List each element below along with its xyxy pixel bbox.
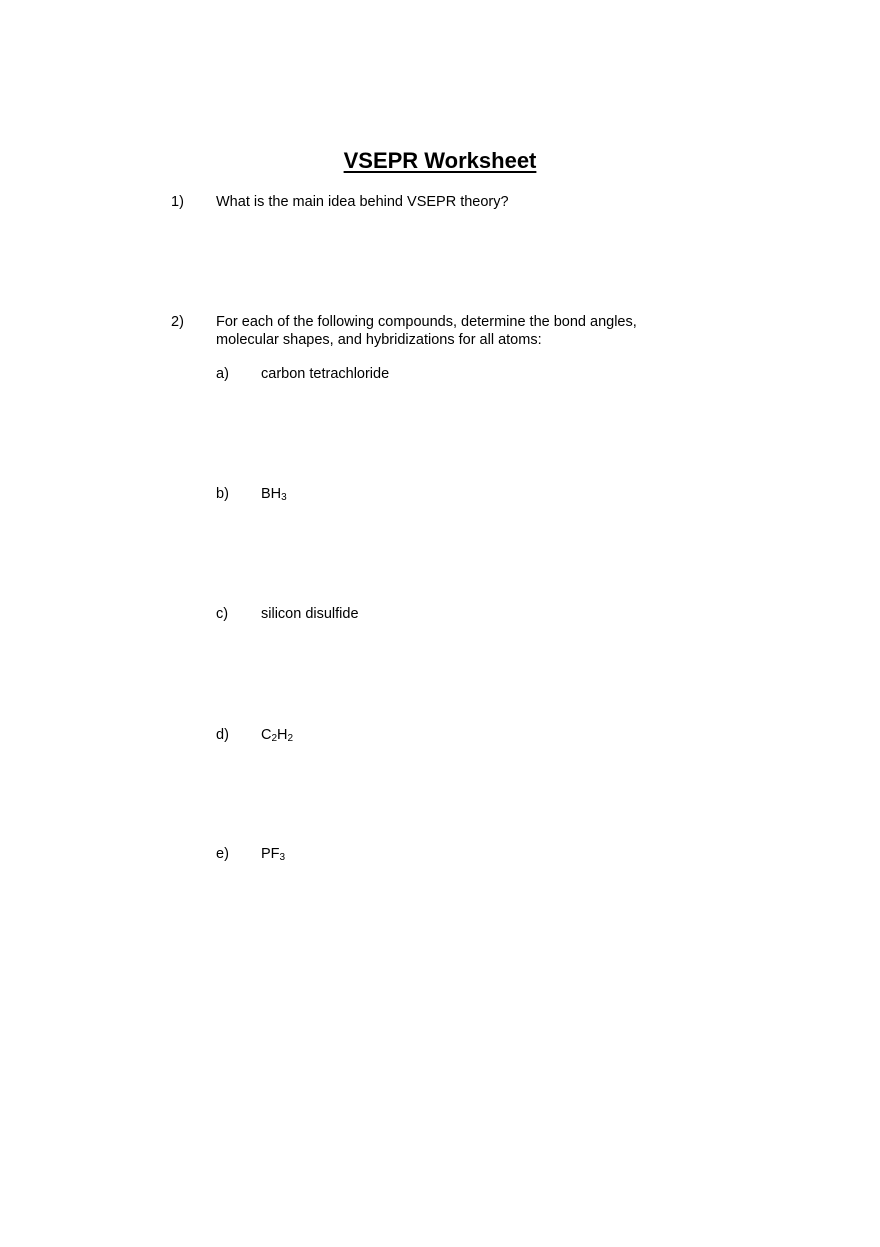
question-1-text: What is the main idea behind VSEPR theory? xyxy=(216,194,509,210)
part-e-formula-subscript: 3 xyxy=(279,852,286,863)
part-a-compound: carbon tetrachloride xyxy=(261,366,390,382)
question-2-number: 2) xyxy=(171,314,184,330)
part-b-letter: b) xyxy=(216,486,229,502)
part-b-formula-base: BH xyxy=(261,486,282,502)
part-d-formula-subscript-2: 2 xyxy=(287,733,294,744)
part-b-compound xyxy=(261,485,287,503)
part-a-letter: a) xyxy=(216,366,229,382)
part-d-compound xyxy=(261,726,293,744)
part-d-formula-subscript-1: 2 xyxy=(271,733,278,744)
part-c-compound: silicon disulfide xyxy=(261,606,359,622)
worksheet-title: VSEPR Worksheet xyxy=(343,148,537,173)
question-2-text-line-1: For each of the following compounds, determine the bond angles, xyxy=(216,314,637,330)
part-b-formula-subscript: 3 xyxy=(281,492,287,503)
part-c-letter: c) xyxy=(216,606,229,622)
part-d-formula-element-1: C xyxy=(261,727,272,743)
part-e-letter: e) xyxy=(216,846,229,862)
question-1-number: 1) xyxy=(171,194,184,210)
part-d-letter: d) xyxy=(216,727,229,743)
question-2-text xyxy=(216,313,686,349)
part-e-formula-base: PF xyxy=(261,846,280,862)
part-d-formula-element-2: H xyxy=(277,727,288,743)
part-e-compound xyxy=(261,845,285,863)
question-2-text-line-2: molecular shapes, and hybridizations for all atoms: xyxy=(216,332,542,348)
